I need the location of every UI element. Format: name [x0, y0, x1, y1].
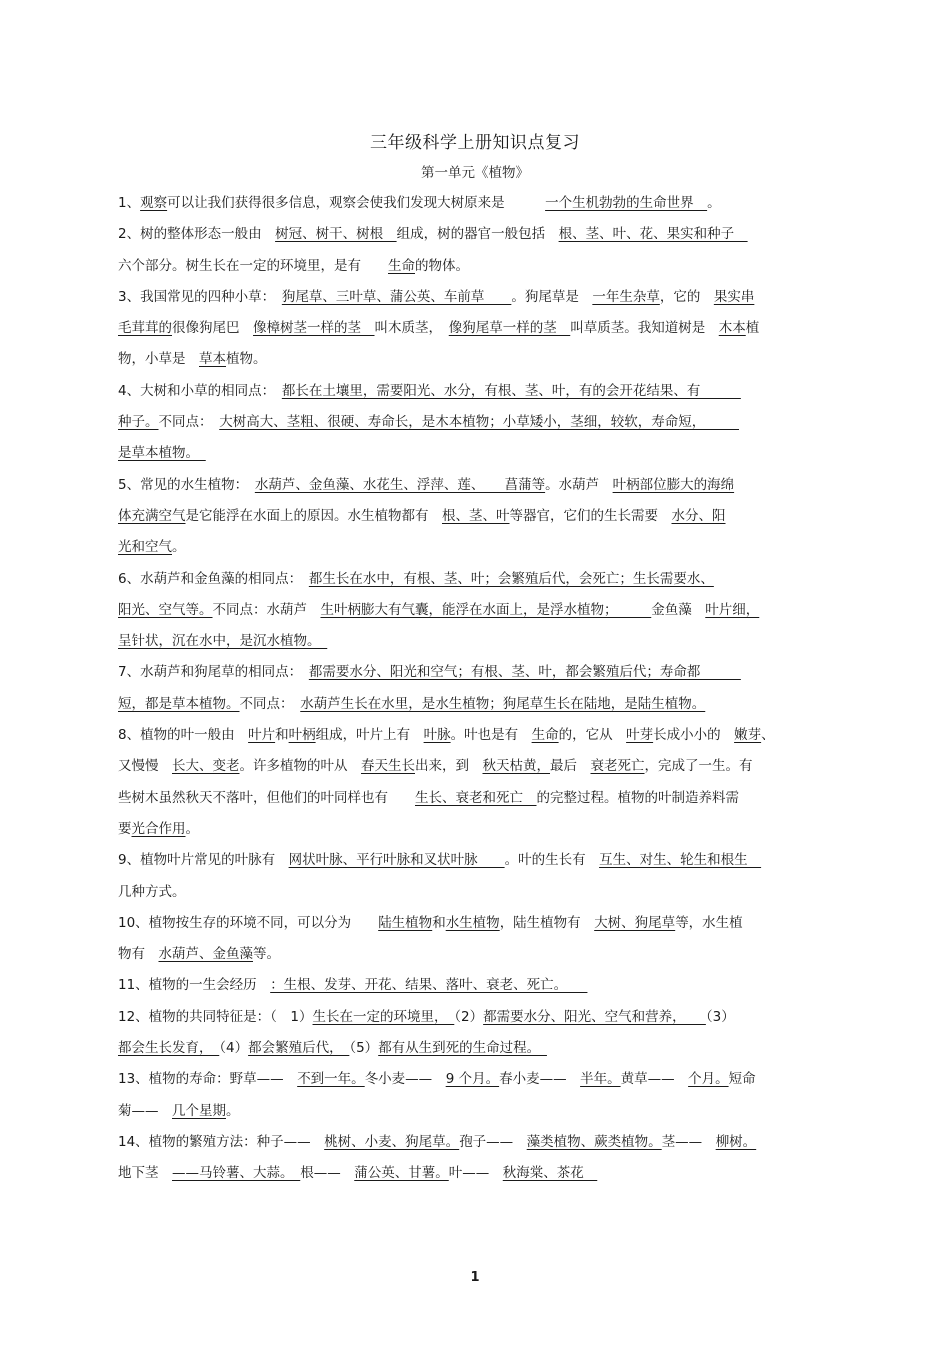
- answer-blank: 水葫芦、金鱼藻、水花生、浮萍、莲、 菖蒲等: [254, 476, 546, 493]
- document-body: [118, 188, 838, 1190]
- text-line: [118, 470, 838, 501]
- answer-blank: 叶柄: [288, 727, 316, 744]
- answer-blank: 都需要水分、阳光和空气；有根、茎、叶，都会繁殖后代；寿命都: [308, 664, 741, 681]
- answer-blank: 都有从生到死的生命过程。: [378, 1040, 547, 1057]
- text-line: [118, 626, 838, 657]
- text-segment: 2、树的整体形态一般由: [118, 226, 276, 243]
- text-line: [118, 1002, 838, 1033]
- text-line: [118, 1064, 838, 1095]
- text-segment: ，完成了一生。有: [644, 758, 753, 775]
- answer-blank: 草本: [199, 351, 226, 368]
- text-segment: 1、: [118, 195, 141, 211]
- text-line: [118, 1033, 838, 1064]
- answer-blank: 根、茎、叶: [442, 507, 510, 524]
- text-segment: 金鱼藻: [651, 601, 706, 618]
- text-segment: 11、植物的一生会经历: [118, 977, 271, 994]
- answer-blank: 是草本植物。: [118, 445, 206, 462]
- text-segment: 5、常见的水生植物：: [118, 476, 255, 493]
- text-line: [118, 689, 838, 720]
- text-line: [118, 501, 838, 532]
- answer-blank: 生长在一定的环境里，: [312, 1008, 455, 1025]
- text-segment: 植物。: [226, 351, 267, 368]
- text-line: [118, 877, 838, 908]
- answer-blank: 一年生杂草: [592, 288, 660, 305]
- answer-blank: 长大、变老: [172, 758, 240, 775]
- answer-blank: 叶柄部位膨大的海绵: [612, 476, 735, 493]
- text-segment: 组成，树的器官一般包括: [396, 226, 559, 243]
- text-segment: 春小麦——: [499, 1071, 581, 1088]
- text-segment: （3）: [705, 1008, 735, 1025]
- text-line: [118, 657, 838, 688]
- text-line: [118, 1158, 838, 1189]
- answer-blank: 根、茎、叶、花、果实和种子: [558, 226, 748, 243]
- answer-blank: 都生长在水中，有根、茎、叶；会繁殖后代，会死亡；生长需要水、: [308, 570, 714, 587]
- text-line: [118, 1096, 838, 1127]
- text-segment: 。许多植物的叶从: [239, 758, 361, 775]
- answer-blank: 叶脉: [423, 727, 451, 744]
- text-segment: 孢子——: [459, 1133, 527, 1150]
- text-segment: ，它的: [659, 288, 714, 305]
- unit-subtitle: 第一单元《植物》: [421, 165, 529, 181]
- answer-blank: 种子。: [118, 414, 159, 431]
- answer-blank: 秋天枯黄，: [482, 758, 550, 775]
- text-segment: （2）: [454, 1008, 484, 1025]
- text-segment: 、: [761, 727, 775, 744]
- answer-blank: 大树、狗尾草: [594, 914, 676, 931]
- answer-blank: 藻类植物、蕨类植物。: [526, 1133, 662, 1150]
- answer-blank: 光和空气: [118, 539, 172, 556]
- text-segment: 六个部分。树生长在一定的环境里，是有: [118, 257, 388, 274]
- answer-blank: 生叶柄膨大有气囊，能浮在水面上，是浮水植物；: [320, 601, 652, 618]
- text-segment: 的物体。: [415, 257, 469, 274]
- text-segment: 6、水葫芦和金鱼藻的相同点：: [118, 570, 309, 587]
- text-segment: 3、我国常见的四种小草：: [118, 288, 282, 305]
- text-line: [118, 845, 838, 876]
- answer-blank: 几个星期: [172, 1102, 226, 1119]
- text-segment: 组成，叶片上有: [315, 727, 424, 744]
- text-segment: 叫草质茎。我知道树是: [570, 320, 719, 337]
- text-segment: 和: [275, 727, 289, 744]
- answer-blank: 水生植物: [445, 914, 500, 931]
- answer-blank: 观察: [140, 195, 168, 211]
- text-segment: 8、植物的叶一般由: [118, 727, 249, 744]
- answer-blank: 都会生长发育，: [118, 1040, 220, 1057]
- answer-blank: 生长、衰老和死亡: [415, 789, 537, 806]
- page-number: 1: [470, 1270, 480, 1285]
- answer-blank: 半年。: [580, 1071, 621, 1088]
- text-segment: 地下茎: [118, 1165, 172, 1182]
- text-segment: 9、植物叶片常见的叶脉有: [118, 852, 289, 869]
- answer-blank: 光合作用: [131, 820, 186, 837]
- text-segment: 又慢慢: [118, 758, 172, 775]
- answer-blank: 互生、对生、轮生和根生: [599, 852, 762, 869]
- answer-blank: 木本: [718, 320, 746, 337]
- text-line: [118, 595, 838, 626]
- text-segment: 。叶也是有: [450, 727, 532, 744]
- answer-blank: 桃树、小麦、狗尾草。: [324, 1133, 460, 1150]
- answer-blank: 毛茸茸的: [118, 320, 172, 337]
- text-segment: 等。: [253, 946, 280, 963]
- answer-blank: 阳光、空气等。: [118, 601, 213, 618]
- text-segment: 不同点：: [239, 695, 301, 712]
- answer-blank: 叶片: [248, 727, 276, 744]
- answer-blank: 生命: [388, 257, 415, 274]
- answer-blank: 秋海棠、茶花: [502, 1165, 598, 1182]
- text-segment: 的完整过程。植物的叶制造养料需: [536, 789, 739, 806]
- text-segment: 14、植物的繁殖方法：种子——: [118, 1133, 325, 1150]
- text-line: [118, 282, 838, 313]
- text-segment: 12、植物的共同特征是：（ 1）: [118, 1008, 313, 1025]
- text-segment: 13、植物的寿命：野草——: [118, 1071, 298, 1088]
- answer-blank: 都会繁殖后代，: [248, 1040, 350, 1057]
- text-line: [118, 970, 838, 1001]
- text-line: [118, 532, 838, 563]
- answer-blank: 呈针状，沉在水中，是沉水植物。: [118, 633, 328, 650]
- answer-blank: 蒲公英、甘薯。: [354, 1165, 449, 1182]
- answer-blank: 春天生长: [361, 758, 415, 775]
- answer-blank: 短，都是草本植物。: [118, 695, 240, 712]
- text-segment: 长成小小的: [653, 727, 735, 744]
- answer-blank: 水分、阳: [671, 507, 726, 524]
- text-line: [118, 376, 838, 407]
- answer-blank: 体充满空气: [118, 507, 186, 524]
- text-segment: 。狗尾草是: [511, 288, 593, 305]
- answer-blank: 网状叶脉、平行叶脉和叉状叶脉: [288, 852, 505, 869]
- answer-blank: 衰老死亡: [590, 758, 645, 775]
- text-segment: 。: [172, 539, 186, 556]
- text-segment: 短命: [728, 1071, 756, 1088]
- text-segment: 冬小麦——: [364, 1071, 446, 1088]
- text-segment: 最后: [550, 758, 591, 775]
- text-segment: 。水葫芦: [545, 476, 613, 493]
- answer-blank: 都长在土壤里，需要阳光、水分，有根、茎、叶，有的会开花结果、有: [281, 382, 741, 399]
- text-line: [118, 1127, 838, 1158]
- text-segment: 和: [432, 914, 446, 931]
- text-line: [118, 344, 838, 375]
- text-segment: 叫木质茎，: [374, 320, 449, 337]
- text-segment: 。: [185, 820, 199, 837]
- answer-blank: 狗尾草、三叶草、蒲公英、车前草: [281, 288, 512, 305]
- text-segment: 植: [745, 320, 760, 337]
- answer-blank: 生命: [531, 727, 559, 744]
- text-segment: 不同点：: [158, 414, 220, 431]
- text-segment: 是它能浮在水面上的原因。水生植物都有: [185, 507, 442, 524]
- answer-blank: 像狗尾草一样的茎: [448, 320, 571, 337]
- answer-blank: 树冠、树干、树根: [275, 226, 397, 243]
- text-segment: 不同点：水葫芦: [212, 601, 321, 618]
- answer-blank: 叶片细，: [705, 601, 760, 618]
- text-line: [118, 251, 838, 282]
- text-segment: 物，小草是: [118, 351, 199, 368]
- answer-blank: 一个生机勃勃的生命世界: [545, 195, 708, 211]
- text-segment: （5）: [349, 1040, 379, 1057]
- text-segment: 。叶的生长有: [504, 852, 600, 869]
- text-line: [118, 188, 838, 219]
- text-segment: 叶——: [448, 1165, 503, 1182]
- text-line: [118, 564, 838, 595]
- text-segment: 10、植物按生存的环境不同，可以分为: [118, 914, 379, 931]
- text-segment: ，陆生植物有: [499, 914, 595, 931]
- text-segment: 可以让我们获得很多信息，观察会使我们发现大树原来是: [167, 195, 546, 211]
- text-line: [118, 407, 838, 438]
- text-line: [118, 219, 838, 250]
- text-segment: 几种方式。: [118, 883, 186, 900]
- answer-blank: 果实串: [713, 288, 755, 305]
- text-line: [118, 814, 838, 845]
- answer-blank: 9 个月。: [445, 1071, 500, 1088]
- text-segment: 些树木虽然秋天不落叶，但他们的叶同样也有: [118, 789, 415, 806]
- text-segment: 黄草——: [620, 1071, 689, 1088]
- text-segment: 物有: [118, 946, 159, 963]
- answer-blank: 水葫芦生长在水里，是水生植物；狗尾草生长在陆地，是陆生植物。: [300, 695, 706, 712]
- text-segment: 7、水葫芦和狗尾草的相同点：: [118, 664, 309, 681]
- answer-blank: 嫩芽: [734, 727, 762, 744]
- answer-blank: 像樟树茎一样的茎: [253, 320, 375, 337]
- answer-blank: 大树高大、茎粗、很硬、寿命长，是木本植物；小草矮小，茎细，较软，寿命短，: [219, 414, 739, 431]
- text-line: [118, 720, 838, 751]
- answer-blank: 陆生植物: [378, 914, 433, 931]
- text-segment: 等，水生植: [675, 914, 743, 931]
- answer-blank: ——马铃薯、大蒜。: [172, 1165, 301, 1182]
- text-segment: 。: [707, 195, 721, 211]
- answer-blank: 水葫芦、金鱼藻: [158, 946, 253, 963]
- answer-blank: 叶芽: [626, 727, 654, 744]
- text-line: [118, 939, 838, 970]
- text-segment: 菊——: [118, 1102, 172, 1119]
- text-line: [118, 908, 838, 939]
- answer-blank: 不到一年。: [297, 1071, 365, 1088]
- answer-blank: 个月。: [688, 1071, 729, 1088]
- text-segment: 出来，到: [415, 758, 483, 775]
- text-line: [118, 751, 838, 782]
- text-segment: （4）: [219, 1040, 249, 1057]
- text-line: [118, 438, 838, 469]
- text-segment: 茎——: [661, 1133, 716, 1150]
- answer-blank: 柳树。: [715, 1133, 757, 1150]
- page-title: 三年级科学上册知识点复习: [370, 133, 580, 153]
- text-segment: 根——: [300, 1165, 355, 1182]
- answer-blank: 都需要水分、阳光、空气和营养，: [483, 1008, 706, 1025]
- text-segment: 4、大树和小草的相同点：: [118, 382, 282, 399]
- text-line: [118, 783, 838, 814]
- text-segment: 。: [226, 1102, 240, 1119]
- answer-blank: ：生根、发芽、开花、结果、落叶、衰老、死亡。: [270, 977, 588, 994]
- text-segment: 的，它从: [558, 727, 627, 744]
- text-segment: 等器官，它们的生长需要: [509, 507, 672, 524]
- text-segment: 要: [118, 820, 132, 837]
- text-line: [118, 313, 838, 344]
- text-segment: 很像狗尾巴: [172, 320, 253, 337]
